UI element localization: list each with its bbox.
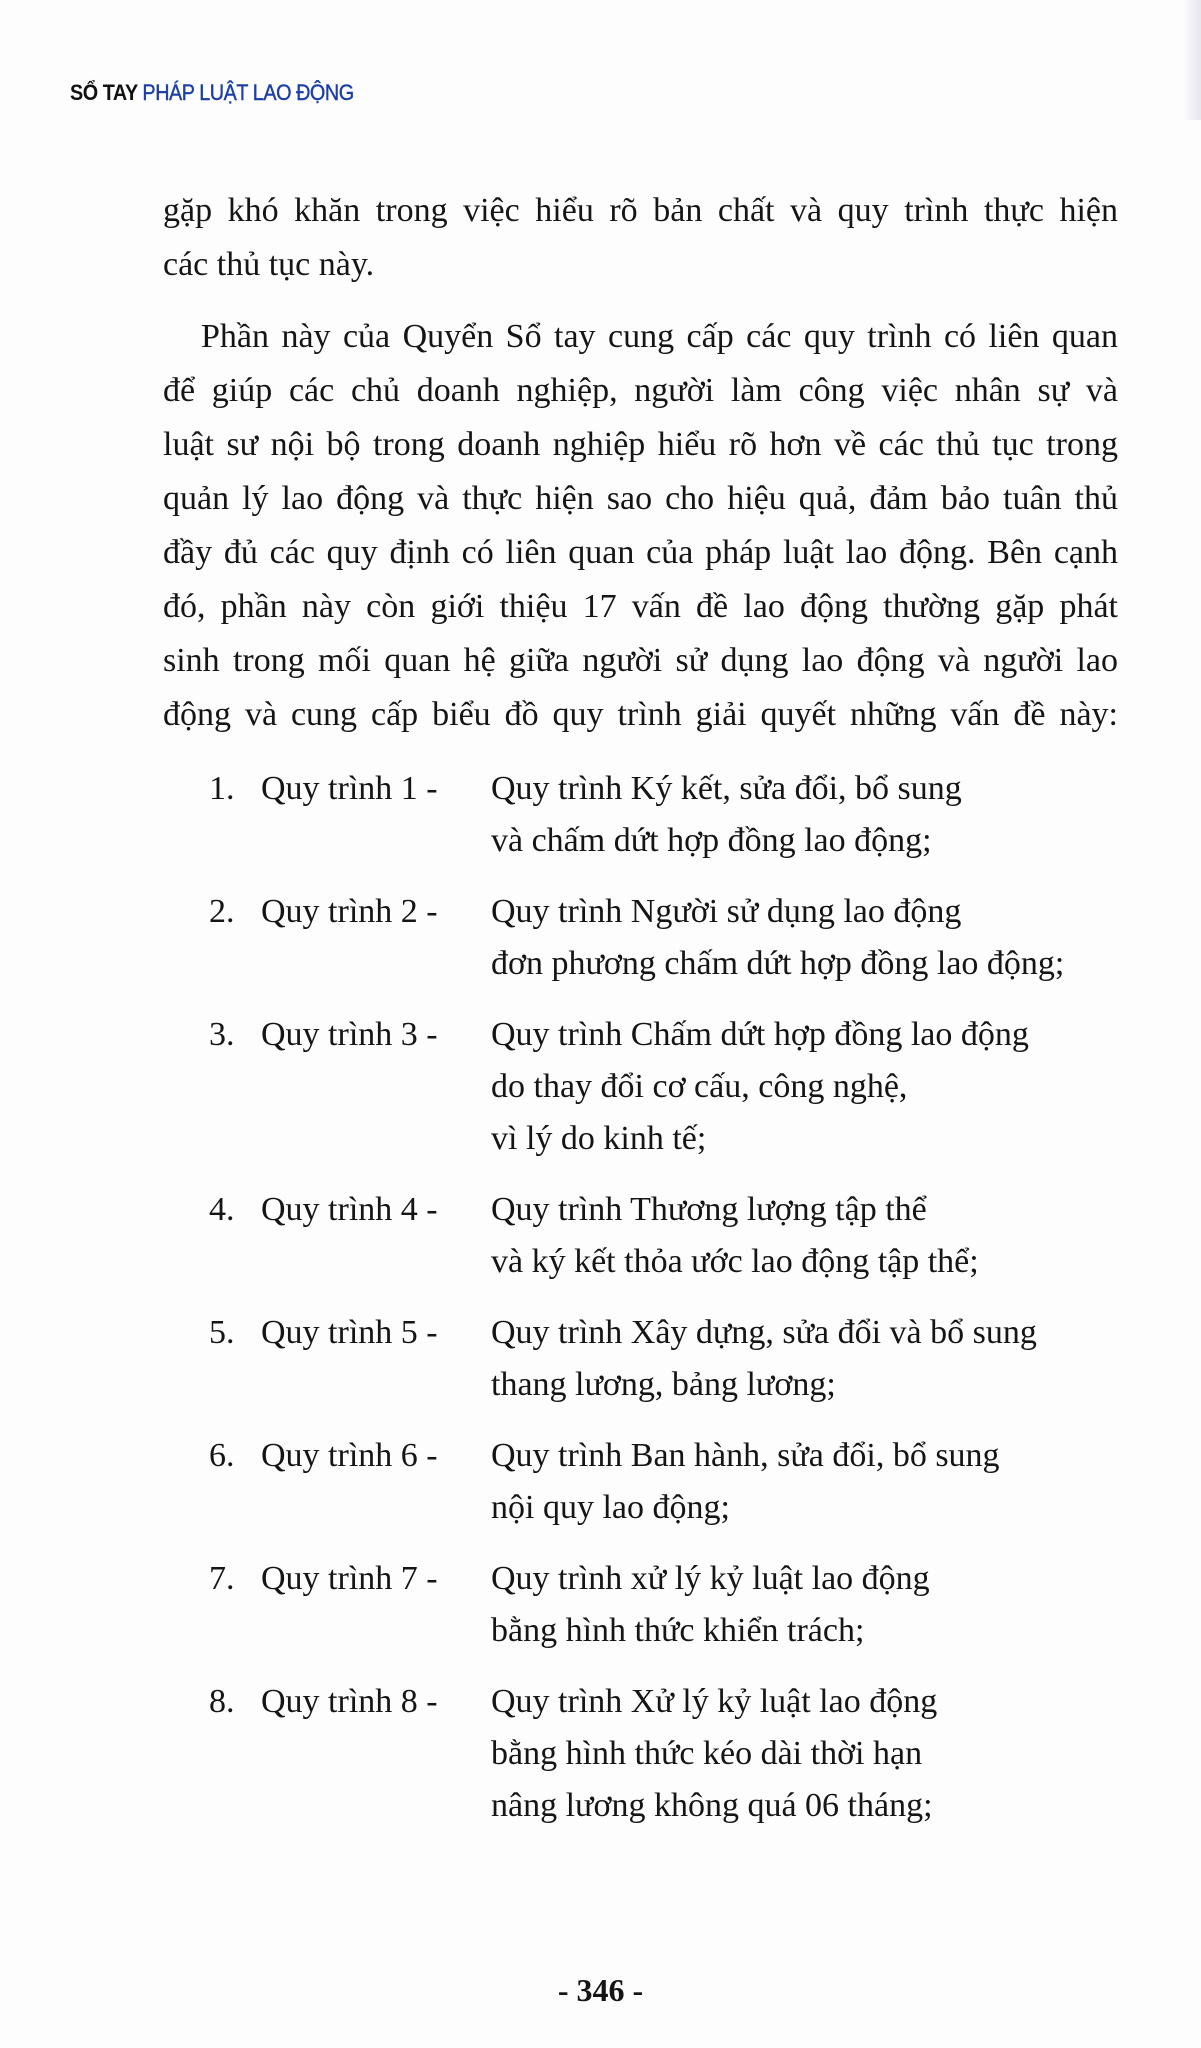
item-text — [491, 763, 1109, 867]
item-label: Quy trình 2 - — [261, 893, 438, 930]
item-text-line: Quy trình Chấm dứt hợp đồng lao động — [491, 1016, 1029, 1053]
item-number: 7. — [209, 1560, 235, 1597]
item-number: 5. — [209, 1314, 235, 1351]
item-text-line: Quy trình Người sử dụng lao động — [491, 893, 962, 930]
paragraph-line: đó, phần này còn giới thiệu 17 vấn đề lao động thường gặp phát — [163, 588, 1118, 625]
item-text-line: và chấm dứt hợp đồng lao động; — [491, 822, 932, 859]
page-edge-shadow — [1183, 0, 1201, 120]
paragraph-line: các thủ tục này. — [163, 246, 375, 283]
item-text-line: do thay đổi cơ cấu, công nghệ, — [491, 1068, 908, 1105]
list-item — [209, 886, 1109, 990]
item-label: Quy trình 8 - — [261, 1683, 438, 1720]
list-item — [209, 763, 1109, 867]
item-text-line: nâng lương không quá 06 tháng; — [491, 1787, 933, 1824]
item-label: Quy trình 5 - — [261, 1314, 438, 1351]
item-number: 8. — [209, 1683, 235, 1720]
item-text-line: bằng hình thức kéo dài thời hạn — [491, 1735, 923, 1772]
item-label: Quy trình 7 - — [261, 1560, 438, 1597]
list-item — [209, 1009, 1109, 1165]
item-text-line: vì lý do kinh tế; — [491, 1120, 707, 1157]
item-text-line: nội quy lao động; — [491, 1489, 730, 1526]
item-text-line: Quy trình Thương lượng tập thể — [491, 1191, 927, 1228]
paragraph-line: đầy đủ các quy định có liên quan của pháp luật lao động. Bên cạnh — [163, 534, 1118, 571]
page-number: - 346 - — [557, 1972, 644, 2008]
item-number: 3. — [209, 1016, 235, 1053]
item-text-line: đơn phương chấm dứt hợp đồng lao động; — [491, 945, 1065, 982]
item-text-line: Quy trình xử lý kỷ luật lao động — [491, 1560, 930, 1597]
header-part1: SỔ TAY — [70, 80, 138, 105]
item-text — [491, 1009, 1109, 1165]
item-text — [491, 1430, 1109, 1534]
item-label: Quy trình 4 - — [261, 1191, 438, 1228]
item-text — [491, 1553, 1109, 1657]
paragraph-line: Phần này của Quyển Sổ tay cung cấp các quy trình có liên quan — [201, 318, 1118, 355]
paragraph-line: động và cung cấp biểu đồ quy trình giải quyết những vấn đề này: — [163, 696, 1118, 733]
item-number: 4. — [209, 1191, 235, 1228]
item-text-line: Quy trình Ký kết, sửa đổi, bổ sung — [491, 770, 962, 807]
paragraph-line: luật sư nội bộ trong doanh nghiệp hiểu rõ hơn về các thủ tục trong — [163, 426, 1118, 463]
item-label: Quy trình 1 - — [261, 770, 438, 807]
list-item — [209, 1553, 1109, 1657]
list-item — [209, 1307, 1109, 1411]
item-text-line: Quy trình Ban hành, sửa đổi, bổ sung — [491, 1437, 1000, 1474]
paragraph-line: sinh trong mối quan hệ giữa người sử dụng lao động và người lao — [163, 642, 1118, 679]
procedure-list — [209, 763, 1109, 1851]
item-text-line: bằng hình thức khiển trách; — [491, 1612, 865, 1649]
item-text-line: Quy trình Xử lý kỷ luật lao động — [491, 1683, 938, 1720]
item-number: 1. — [209, 770, 235, 807]
item-number: 6. — [209, 1437, 235, 1474]
paragraph-continued — [163, 184, 1118, 292]
list-item — [209, 1430, 1109, 1534]
item-text — [491, 1184, 1109, 1288]
paragraph-intro — [163, 310, 1118, 742]
item-label: Quy trình 3 - — [261, 1016, 438, 1053]
item-text — [491, 1307, 1109, 1411]
list-item — [209, 1676, 1109, 1832]
item-text — [491, 886, 1109, 990]
item-text-line: và ký kết thỏa ước lao động tập thể; — [491, 1243, 979, 1280]
item-number: 2. — [209, 893, 235, 930]
item-text-line: thang lương, bảng lương; — [491, 1366, 836, 1403]
item-label: Quy trình 6 - — [261, 1437, 438, 1474]
paragraph-line: quản lý lao động và thực hiện sao cho hiệu quả, đảm bảo tuân thủ — [163, 480, 1118, 517]
header-part2: PHÁP LUẬT LAO ĐỘNG — [142, 80, 354, 105]
list-item — [209, 1184, 1109, 1288]
running-header — [70, 80, 354, 106]
paragraph-line: để giúp các chủ doanh nghiệp, người làm công việc nhân sự và — [163, 372, 1118, 409]
item-text-line: Quy trình Xây dựng, sửa đổi và bổ sung — [491, 1314, 1037, 1351]
paragraph-line: gặp khó khăn trong việc hiểu rõ bản chất và quy trình thực hiện — [163, 192, 1118, 229]
item-text — [491, 1676, 1109, 1832]
